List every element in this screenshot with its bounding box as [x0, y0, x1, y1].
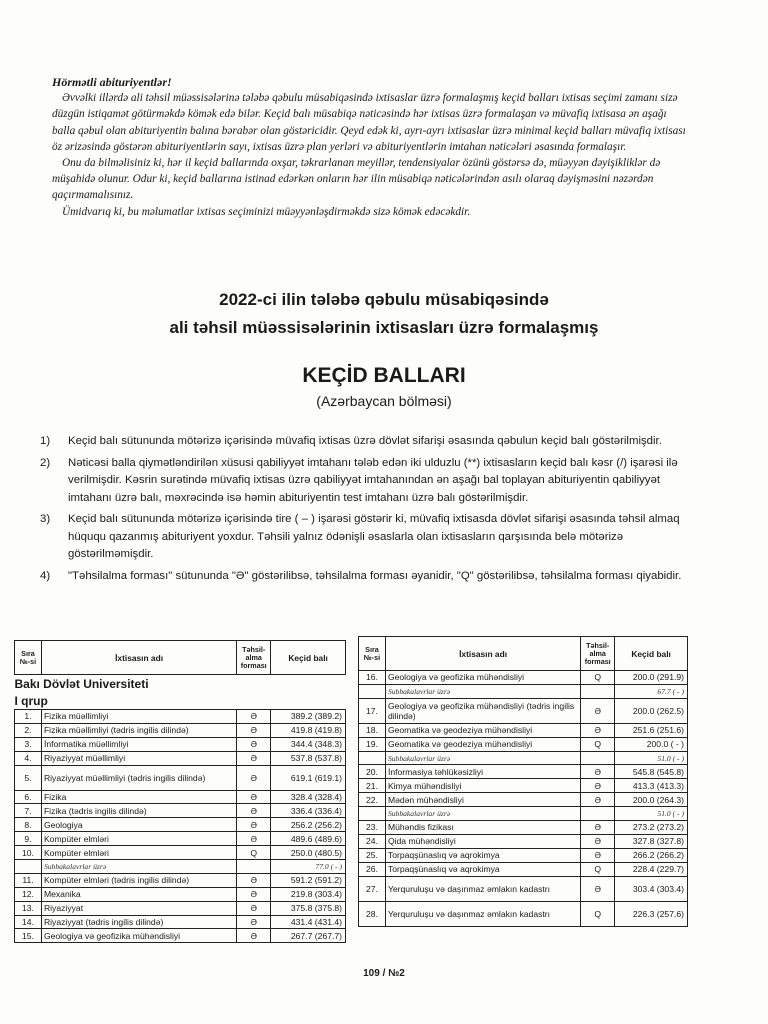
intro-paragraph: Ümidvarıq ki, bu məlumatlar ixtisas seçiminizi müəyyənləşdirməkdə sizə kömək edəcəkdir. — [62, 205, 471, 218]
note-item — [40, 511, 700, 564]
table-row — [359, 793, 688, 807]
note-item — [40, 455, 700, 508]
pass-score: 51.0 ( - ) — [615, 751, 688, 765]
row-number: 26. — [359, 862, 386, 876]
study-form: Ə — [237, 832, 271, 846]
table-row — [359, 671, 688, 685]
table-row — [359, 848, 688, 862]
specialty-name: Torpaqşünaslıq və aqrokimya — [385, 862, 580, 876]
study-form: Q — [581, 671, 615, 685]
row-number: 8. — [15, 818, 42, 832]
study-form: Ə — [237, 901, 271, 915]
table-row — [15, 818, 346, 832]
pass-score: 489.6 (489.6) — [271, 832, 346, 846]
subtotal-row — [359, 684, 688, 698]
study-form: Ə — [237, 751, 271, 765]
note-number: 4) — [40, 569, 51, 582]
table-row — [15, 846, 346, 860]
specialty-name: Fizika müəllimliyi (tədris ingilis dilində) — [41, 723, 236, 737]
pass-score: 266.2 (266.2) — [615, 848, 688, 862]
study-form — [237, 860, 271, 874]
study-form: Ə — [237, 818, 271, 832]
note-number: 1) — [40, 435, 51, 447]
specialty-name: Kompüter elmləri (tədris ingilis dilində) — [41, 873, 236, 887]
header-no: Sıra №-si — [359, 637, 386, 671]
specialty-name: Kompüter elmləri — [41, 832, 236, 846]
page-subtitle: (Azərbaycan bölməsi) — [316, 393, 452, 409]
pass-score: 200.0 ( - ) — [615, 737, 688, 751]
pass-score: 77.0 ( - ) — [271, 860, 346, 874]
table-row — [359, 698, 688, 723]
table-row — [15, 737, 346, 751]
row-number: 16. — [359, 671, 386, 685]
note-text: Nəticəsi balla qiymətləndirilən xüsusi qabiliyyət imtahanı tələb edən iki ulduzlu (**) ixtisasların keçid balı kəsr (/) işarəsi ilə verilmişdir. Kəsrin surətində müvafiq ixtisas üzrə qabiliyyət imtahanından ən aşağı bal toplayan abituriyentin qabiliyyət imtahanı üzrə balı, məxrəcində isə həmin abituriyentin test imtahanı üzrə balı göstərilmişdir. — [68, 456, 678, 504]
specialty-name: Kimya mühəndisliyi — [385, 779, 580, 793]
header-form: Təhsil-alma forması — [237, 641, 271, 675]
study-form: Ə — [237, 929, 271, 943]
table-row — [15, 804, 346, 818]
study-form: Ə — [237, 765, 271, 790]
header-score: Keçid balı — [271, 641, 346, 675]
header-name: İxtisasın adı — [41, 641, 236, 675]
row-number: 6. — [15, 790, 42, 804]
pass-score: 375.8 (375.8) — [271, 901, 346, 915]
row-number: 7. — [15, 804, 42, 818]
specialty-name: Yerquruluşu və daşınmaz əmlakın kadastrı — [385, 876, 580, 901]
header-form: Təhsil-alma forması — [581, 637, 615, 671]
note-text: "Təhsilalma forması" sütununda "Ə" göstərilibsə, təhsilalma forması əyanidir, "Q" göstərilibsə, təhsilalma forması qiyabidir. — [68, 569, 682, 582]
pass-score: 250.0 (480.5) — [271, 846, 346, 860]
pass-score: 228.4 (229.7) — [615, 862, 688, 876]
pass-score: 431.4 (431.4) — [271, 915, 346, 929]
intro-paragraph: Onu da bilməlisiniz ki, hər il keçid ballarında oxşar, təkrarlanan meyillər, tendensiyalar özünü göstərsə də, müəyyən dəyişikliklər də müşahidə olunur. Odur ki, keçid ballarına istinad edərkən onların hər ilin müsabiqə nəticələrindən asılı olaraq dəyişməsini nəzərdən qaçırmamalısınız. — [52, 157, 661, 202]
study-form: Q — [581, 862, 615, 876]
row-number: 3. — [15, 737, 42, 751]
specialty-name: Mühəndis fizikası — [385, 821, 580, 835]
row-number: 13. — [15, 901, 42, 915]
subtotal-row — [359, 807, 688, 821]
row-number: 15. — [15, 929, 42, 943]
page-title: KEÇİD BALLARI — [302, 364, 466, 387]
university-name: Bakı Dövlət Universiteti — [14, 677, 149, 691]
table-row — [15, 887, 346, 901]
specialty-name: Subbakalavrlar üzrə — [385, 684, 580, 698]
row-number: 21. — [359, 779, 386, 793]
title-line-1: 2022-ci ilin tələbə qəbulu müsabiqəsində — [219, 290, 549, 309]
specialty-name: Geologiya və geofizika mühəndisliyi — [385, 671, 580, 685]
specialty-name: Fizika — [41, 790, 236, 804]
note-item — [40, 433, 700, 451]
row-number: 25. — [359, 848, 386, 862]
pass-score: 226.3 (257.6) — [615, 901, 688, 926]
table-row — [15, 901, 346, 915]
study-form — [581, 807, 615, 821]
intro-paragraph: Əvvəlki illərdə ali təhsil müəssisələrinə tələbə qəbulu müsabiqəsində ixtisaslar üzrə formalaşmış keçid balları ixtisas seçimi zamanı sizə düzgün istiqamət götürməkdə kömək edə bilər. Keçid balı müsabiqə nəticəsində hər ixtisas üzrə formalaşan və müvafiq ixtisasa ən aşağı balla qəbul olan abituriyentin balına bərabər olan göstəricidir. Qeyd edək ki, ayrı-ayrı ixtisaslar üzrə minimal keçid balları müvafiq ixtisası öz ərizəsində göstərən abituriyentlərin sayı, ixtisas üzrə plan yerləri və abituriyentlərin imtahan nəticələri əsasında formalaşır. — [52, 92, 686, 153]
study-form: Ə — [581, 821, 615, 835]
specialty-name: Subbakalavrlar üzrə — [385, 751, 580, 765]
study-form: Q — [581, 901, 615, 926]
row-number: 5. — [15, 765, 42, 790]
specialty-name: Subbakalavrlar üzrə — [385, 807, 580, 821]
row-number — [359, 684, 386, 698]
specialty-name: Subbakalavrlar üzrə — [41, 860, 236, 874]
row-number — [359, 807, 386, 821]
subtotal-row — [359, 751, 688, 765]
specialty-name: Mədən mühəndisliyi — [385, 793, 580, 807]
specialty-name: Qida mühəndisliyi — [385, 834, 580, 848]
table-row — [359, 834, 688, 848]
greeting: Hörmətli abituriyentlər! — [52, 75, 172, 89]
page-number: 109 / №2 — [363, 968, 405, 979]
row-number — [359, 751, 386, 765]
study-form: Ə — [237, 710, 271, 724]
study-form — [581, 684, 615, 698]
row-number: 20. — [359, 765, 386, 779]
specialty-name: Mexanika — [41, 887, 236, 901]
specialty-name: Fizika müəllimliyi — [41, 710, 236, 724]
study-form: Ə — [237, 737, 271, 751]
pass-score: 219.8 (303.4) — [271, 887, 346, 901]
table-row — [15, 710, 346, 724]
table-row — [359, 862, 688, 876]
specialty-name: Geologiya — [41, 818, 236, 832]
header-no: Sıra №-si — [15, 641, 42, 675]
note-text: Keçid balı sütununda mötərizə içərisində müvafiq ixtisas üzrə dövlət sifarişi əsasında qəbulun keçid balı göstərilmişdir. — [68, 435, 662, 447]
pass-score: 389.2 (389.2) — [271, 710, 346, 724]
pass-score: 545.8 (545.8) — [615, 765, 688, 779]
pass-score: 67.7 ( - ) — [615, 684, 688, 698]
specialty-name: Fizika (tədris ingilis dilində) — [41, 804, 236, 818]
specialty-name: Geologiya və geofizika mühəndisliyi (tədris ingilis dilində) — [385, 698, 580, 723]
study-form: Ə — [237, 790, 271, 804]
pass-score: 537.8 (537.8) — [271, 751, 346, 765]
pass-score: 273.2 (273.2) — [615, 821, 688, 835]
table-row — [15, 765, 346, 790]
row-number: 11. — [15, 873, 42, 887]
table-row — [15, 790, 346, 804]
study-form: Ə — [581, 876, 615, 901]
row-number: 1. — [15, 710, 42, 724]
note-text: Keçid balı sütununda mötərizə içərisində tire ( – ) işarəsi göstərir ki, müvafiq ixtisasda dövlət sifarişi əsasında təhsil almaq hüququ qazanmış abituriyent yoxdur. Təhsili yalnız ödənişli əsaslarla olan ixtisasların qarşısında belə mötərizə göstərilməmişdir. — [68, 513, 680, 560]
row-number: 2. — [15, 723, 42, 737]
table-row — [15, 751, 346, 765]
study-form: Q — [237, 846, 271, 860]
specialty-name: Geomatika və geodeziya mühəndisliyi — [385, 723, 580, 737]
group-label: I qrup — [14, 694, 48, 708]
table-row — [15, 723, 346, 737]
table-row — [15, 929, 346, 943]
row-number: 22. — [359, 793, 386, 807]
row-number: 10. — [15, 846, 42, 860]
specialty-name: İnformatika müəllimliyi — [41, 737, 236, 751]
study-form: Ə — [237, 887, 271, 901]
table-row — [359, 876, 688, 901]
row-number: 17. — [359, 698, 386, 723]
study-form — [581, 751, 615, 765]
row-number — [15, 860, 42, 874]
pass-score: 256.2 (256.2) — [271, 818, 346, 832]
note-number: 2) — [40, 456, 51, 469]
pass-score: 327.8 (327.8) — [615, 834, 688, 848]
study-form: Ə — [237, 804, 271, 818]
right-score-table — [358, 636, 688, 927]
study-form: Ə — [581, 698, 615, 723]
notes-list — [40, 433, 700, 589]
table-row — [359, 779, 688, 793]
study-form: Ə — [237, 873, 271, 887]
left-score-table — [14, 640, 346, 943]
intro-text — [52, 74, 692, 220]
table-row — [15, 832, 346, 846]
row-number: 23. — [359, 821, 386, 835]
study-form: Q — [581, 737, 615, 751]
pass-score: 344.4 (348.3) — [271, 737, 346, 751]
row-number: 24. — [359, 834, 386, 848]
pass-score: 413.3 (413.3) — [615, 779, 688, 793]
table-row — [359, 737, 688, 751]
row-number: 4. — [15, 751, 42, 765]
specialty-name: Riyaziyyat (tədris ingilis dilində) — [41, 915, 236, 929]
study-form: Ə — [237, 723, 271, 737]
title-line-2: ali təhsil müəssisələrinin ixtisasları üzrə formalaşmış — [169, 318, 599, 337]
pass-score: 200.0 (264.3) — [615, 793, 688, 807]
study-form: Ə — [581, 848, 615, 862]
header-score: Keçid balı — [615, 637, 688, 671]
specialty-name: Riyaziyyat — [41, 901, 236, 915]
row-number: 18. — [359, 723, 386, 737]
specialty-name: Riyaziyyat müəllimliyi — [41, 751, 236, 765]
row-number: 9. — [15, 832, 42, 846]
table-row — [15, 873, 346, 887]
row-number: 19. — [359, 737, 386, 751]
specialty-name: Kompüter elmləri — [41, 846, 236, 860]
pass-score: 328.4 (328.4) — [271, 790, 346, 804]
subtotal-row — [15, 860, 346, 874]
row-number: 28. — [359, 901, 386, 926]
study-form: Ə — [581, 765, 615, 779]
table-row — [359, 901, 688, 926]
pass-score: 591.2 (591.2) — [271, 873, 346, 887]
note-number: 3) — [40, 513, 51, 525]
pass-score: 336.4 (336.4) — [271, 804, 346, 818]
pass-score: 303.4 (303.4) — [615, 876, 688, 901]
table-row — [359, 765, 688, 779]
row-number: 14. — [15, 915, 42, 929]
pass-score: 251.6 (251.6) — [615, 723, 688, 737]
specialty-name: Riyaziyyat müəllimliyi (tədris ingilis dilində) — [41, 765, 236, 790]
table-row — [359, 723, 688, 737]
specialty-name: Yerquruluşu və daşınmaz əmlakın kadastrı — [385, 901, 580, 926]
study-form: Ə — [581, 779, 615, 793]
table-row — [359, 821, 688, 835]
pass-score: 619.1 (619.1) — [271, 765, 346, 790]
specialty-name: İnformasiya təhlükəsizliyi — [385, 765, 580, 779]
study-form: Ə — [581, 723, 615, 737]
pass-score: 267.7 (267.7) — [271, 929, 346, 943]
study-form: Ə — [581, 793, 615, 807]
row-number: 27. — [359, 876, 386, 901]
pass-score: 419.8 (419.8) — [271, 723, 346, 737]
study-form: Ə — [237, 915, 271, 929]
pass-score: 200.0 (262.5) — [615, 698, 688, 723]
specialty-name: Geomatika və geodeziya mühəndisliyi — [385, 737, 580, 751]
specialty-name: Torpaqşünaslıq və aqrokimya — [385, 848, 580, 862]
table-row — [15, 915, 346, 929]
note-item — [40, 568, 700, 586]
header-name: İxtisasın adı — [385, 637, 580, 671]
study-form: Ə — [581, 834, 615, 848]
pass-score: 51.0 ( - ) — [615, 807, 688, 821]
specialty-name: Geologiya və geofizika mühəndisliyi — [41, 929, 236, 943]
row-number: 12. — [15, 887, 42, 901]
pass-score: 200.0 (291.9) — [615, 671, 688, 685]
